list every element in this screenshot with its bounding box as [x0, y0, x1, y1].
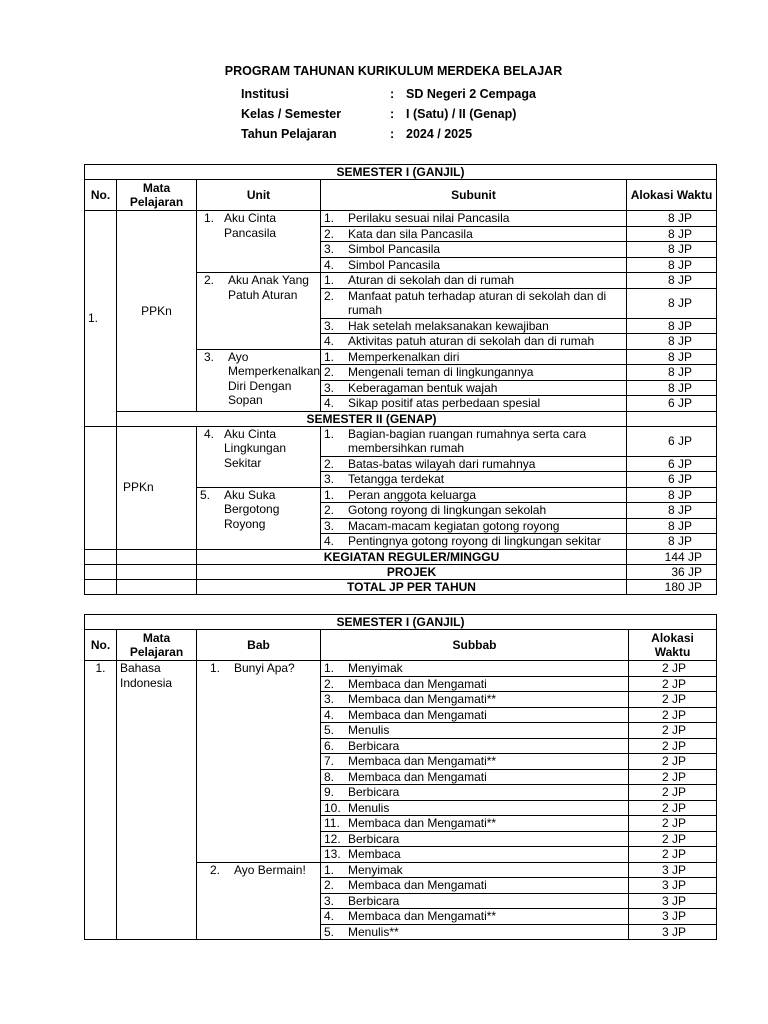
subbab-cell — [321, 847, 629, 863]
subbab-cell — [321, 800, 629, 816]
subunit-num: 3. — [324, 380, 335, 395]
subunit-num: 2. — [324, 288, 335, 303]
jp-cell: 8 JP — [627, 242, 717, 258]
table-ppkn — [84, 164, 717, 595]
jp-cell: 8 JP — [627, 273, 717, 289]
subunit-num: 4. — [324, 334, 335, 348]
empty-cell — [117, 549, 197, 564]
summary-label: PROJEK — [197, 564, 627, 579]
jp-cell: 2 JP — [629, 847, 717, 863]
jp-cell: 2 JP — [629, 738, 717, 754]
mapel-bahasa-indonesia: Bahasa Indonesia — [117, 661, 197, 940]
subbab-num: 7. — [324, 754, 335, 768]
subunit-num: 4. — [324, 396, 335, 410]
col-alokasi: Alokasi Waktu — [629, 630, 717, 661]
subbab-text: Membaca dan Mengamati — [348, 676, 487, 691]
table-header-row — [85, 630, 717, 661]
table-row — [85, 426, 717, 456]
subbab-cell — [321, 723, 629, 739]
unit-name: Aku Cinta Lingkungan Sekitar — [224, 426, 287, 470]
subunit-num: 2. — [324, 365, 335, 379]
col-bab: Bab — [197, 630, 321, 661]
jp-cell: 8 JP — [627, 380, 717, 396]
subbab-text: Membaca dan Mengamati** — [348, 692, 497, 706]
subbab-num: 13. — [324, 847, 341, 861]
meta-colon: : — [390, 107, 395, 121]
meta-colon: : — [390, 127, 395, 141]
jp-cell: 3 JP — [629, 909, 717, 925]
subbab-text: Menulis — [348, 723, 390, 737]
subbab-text: Berbicara — [348, 738, 400, 753]
meta-key: Institusi — [241, 87, 289, 101]
subunit-num: 3. — [324, 242, 335, 256]
subbab-num: 2. — [324, 676, 335, 691]
summary-label: TOTAL JP PER TAHUN — [197, 579, 627, 594]
bab-name: Bunyi Apa? — [234, 661, 295, 675]
table-row — [85, 211, 717, 227]
unit-cell — [197, 273, 321, 350]
subbab-text: Menyimak — [348, 862, 403, 877]
subunit-cell — [321, 487, 627, 503]
subbab-cell — [321, 924, 629, 940]
meta-key: Kelas / Semester — [241, 107, 342, 121]
subunit-text: Batas-batas wilayah dari rumahnya — [348, 456, 536, 471]
document-meta — [241, 84, 536, 144]
subunit-text: Sikap positif atas perbedaan spesial — [348, 396, 541, 410]
unit-name: Aku Cinta Pancasila — [224, 211, 277, 240]
subunit-cell — [321, 242, 627, 258]
jp-cell: 6 JP — [627, 472, 717, 488]
subunit-text: Pentingnya gotong royong di lingkungan sekitar — [348, 534, 601, 548]
subunit-cell — [321, 257, 627, 273]
jp-cell: 6 JP — [627, 456, 717, 472]
meta-value: I (Satu) / II (Genap) — [406, 107, 517, 121]
subunit-text: Macam-macam kegiatan gotong royong — [348, 518, 560, 533]
subunit-text: Peran anggota keluarga — [348, 487, 477, 502]
jp-cell: 8 JP — [627, 318, 717, 334]
subbab-text: Menulis** — [348, 924, 399, 939]
subunit-text: Tetangga terdekat — [348, 472, 445, 486]
subunit-cell — [321, 211, 627, 227]
bab-cell — [197, 661, 321, 863]
summary-label: KEGIATAN REGULER/MINGGU — [197, 549, 627, 564]
col-subbab: Subbab — [321, 630, 629, 661]
subunit-num: 2. — [324, 456, 335, 471]
mapel-ppkn-1: PPKn — [117, 211, 197, 412]
jp-cell: 3 JP — [629, 893, 717, 909]
subbab-cell — [321, 862, 629, 878]
subunit-text: Keberagaman bentuk wajah — [348, 380, 498, 395]
jp-cell: 8 JP — [627, 503, 717, 519]
document-title: PROGRAM TAHUNAN KURIKULUM MERDEKA BELAJAR — [224, 64, 563, 78]
subbab-num: 4. — [324, 909, 335, 923]
subbab-cell — [321, 754, 629, 770]
subunit-num: 3. — [324, 518, 335, 533]
subunit-cell — [321, 534, 627, 550]
subbab-text: Menyimak — [348, 661, 403, 675]
subbab-text: Berbicara — [348, 831, 400, 846]
subunit-cell — [321, 380, 627, 396]
jp-cell: 8 JP — [627, 226, 717, 242]
empty-cell — [117, 579, 197, 594]
subbab-num: 1. — [324, 862, 335, 877]
subbab-cell — [321, 738, 629, 754]
table-header-row — [85, 180, 717, 211]
row-no: 1. — [85, 211, 117, 427]
jp-cell: 6 JP — [627, 396, 717, 412]
subbab-text: Menulis — [348, 800, 390, 815]
subbab-cell — [321, 692, 629, 708]
summary-row — [85, 579, 717, 594]
summary-jp: 144 JP — [627, 549, 717, 564]
table-row — [85, 661, 717, 677]
bab-cell — [197, 862, 321, 940]
subbab-text: Membaca — [348, 847, 401, 861]
empty-cell — [85, 579, 117, 594]
unit-num: 5. — [200, 487, 211, 502]
subbab-num: 5. — [324, 924, 335, 939]
empty-cell — [117, 564, 197, 579]
subbab-text: Membaca dan Mengamati** — [348, 909, 497, 923]
subbab-num: 1. — [324, 661, 335, 675]
subbab-cell — [321, 661, 629, 677]
subbab-cell — [321, 816, 629, 832]
jp-cell: 8 JP — [627, 334, 717, 350]
jp-cell: 2 JP — [629, 723, 717, 739]
meta-tahun — [241, 124, 536, 144]
subunit-cell — [321, 396, 627, 412]
subbab-cell — [321, 878, 629, 894]
meta-value: 2024 / 2025 — [406, 127, 473, 141]
subunit-text: Hak setelah melaksanakan kewajiban — [348, 318, 549, 333]
subbab-text: Membaca dan Mengamati** — [348, 754, 497, 768]
subbab-num: 5. — [324, 723, 335, 737]
subunit-cell — [321, 518, 627, 534]
subbab-cell — [321, 909, 629, 925]
unit-cell — [197, 211, 321, 273]
col-no: No. — [85, 630, 117, 661]
subbab-num: 11. — [324, 816, 340, 830]
subunit-text: Simbol Pancasila — [348, 242, 441, 256]
jp-cell: 3 JP — [629, 878, 717, 894]
jp-cell: 2 JP — [629, 769, 717, 785]
unit-num: 4. — [204, 426, 215, 441]
jp-cell: 2 JP — [629, 831, 717, 847]
subunit-num: 2. — [324, 503, 335, 517]
subbab-cell — [321, 676, 629, 692]
col-no: No. — [85, 180, 117, 211]
jp-cell: 2 JP — [629, 661, 717, 677]
bab-num: 1. — [210, 661, 221, 675]
subbab-num: 9. — [324, 785, 335, 799]
empty-cell — [85, 564, 117, 579]
subunit-text: Gotong royong di lingkungan sekolah — [348, 503, 547, 517]
subbab-text: Membaca dan Mengamati** — [348, 816, 497, 830]
subbab-num: 3. — [324, 893, 335, 908]
jp-cell: 2 JP — [629, 785, 717, 801]
unit-name: Aku Anak Yang Patuh Aturan — [228, 273, 309, 302]
subbab-text: Berbicara — [348, 893, 400, 908]
empty-cell — [85, 426, 117, 549]
subunit-num: 1. — [324, 273, 335, 287]
subbab-num: 4. — [324, 707, 335, 722]
jp-cell: 6 JP — [627, 426, 717, 456]
meta-colon: : — [390, 87, 395, 101]
unit-cell — [197, 426, 321, 487]
subbab-cell — [321, 707, 629, 723]
jp-cell: 8 JP — [627, 534, 717, 550]
col-alokasi: Alokasi Waktu — [627, 180, 717, 211]
semester-row — [85, 411, 717, 426]
unit-cell — [197, 349, 321, 411]
summary-row — [85, 549, 717, 564]
jp-cell: 8 JP — [627, 349, 717, 365]
subunit-text: Aturan di sekolah dan di rumah — [348, 273, 515, 287]
subbab-cell — [321, 769, 629, 785]
meta-value: SD Negeri 2 Cempaga — [406, 87, 536, 101]
summary-jp: 36 JP — [627, 564, 717, 579]
subunit-cell — [321, 426, 627, 456]
unit-num: 3. — [204, 349, 215, 364]
subunit-num: 1. — [324, 349, 335, 364]
subunit-cell — [321, 365, 627, 381]
unit-name: Aku Suka Bergotong Royong — [224, 487, 280, 531]
subunit-cell — [321, 472, 627, 488]
subunit-cell — [321, 273, 627, 289]
mapel-ppkn-2: PPKn — [117, 426, 197, 549]
subbab-num: 3. — [324, 692, 335, 706]
subbab-num: 10. — [324, 800, 341, 815]
jp-cell: 3 JP — [629, 862, 717, 878]
subunit-num: 1. — [324, 211, 335, 225]
jp-cell: 2 JP — [629, 754, 717, 770]
subunit-num: 3. — [324, 472, 335, 486]
meta-institusi — [241, 84, 536, 104]
subbab-cell — [321, 785, 629, 801]
subbab-text: Membaca dan Mengamati — [348, 878, 487, 892]
summary-jp: 180 JP — [627, 579, 717, 594]
col-mapel: Mata Pelajaran — [117, 630, 197, 661]
semester-1-label: SEMESTER I (GANJIL) — [85, 615, 717, 630]
bab-num: 2. — [210, 862, 221, 877]
subunit-cell — [321, 226, 627, 242]
semester-row — [85, 165, 717, 180]
subbab-num: 6. — [324, 738, 335, 753]
subunit-num: 1. — [324, 426, 335, 441]
subunit-text: Perilaku sesuai nilai Pancasila — [348, 211, 510, 225]
subunit-num: 1. — [324, 487, 335, 502]
meta-kelas — [241, 104, 536, 124]
subunit-text: Aktivitas patuh aturan di sekolah dan di rumah — [348, 334, 595, 348]
jp-cell: 8 JP — [627, 211, 717, 227]
subunit-num: 2. — [324, 226, 335, 241]
jp-cell: 2 JP — [629, 816, 717, 832]
subunit-text: Memperkenalkan diri — [348, 349, 460, 364]
empty-cell — [85, 549, 117, 564]
subbab-text: Membaca dan Mengamati — [348, 707, 487, 722]
row-no: 1. — [85, 661, 117, 940]
jp-cell: 8 JP — [627, 365, 717, 381]
table-bahasa-indonesia — [84, 614, 717, 940]
meta-key: Tahun Pelajaran — [241, 127, 337, 141]
jp-cell: 2 JP — [629, 692, 717, 708]
jp-cell: 8 JP — [627, 257, 717, 273]
bab-name: Ayo Bermain! — [234, 862, 306, 877]
subunit-text: Kata dan sila Pancasila — [348, 226, 473, 241]
subunit-cell — [321, 288, 627, 318]
subunit-text: Mengenali teman di lingkungannya — [348, 365, 534, 379]
subbab-cell — [321, 831, 629, 847]
semester-2-label: SEMESTER II (GENAP) — [117, 411, 627, 426]
jp-cell: 2 JP — [629, 707, 717, 723]
subbab-num: 8. — [324, 769, 335, 784]
jp-cell: 8 JP — [627, 288, 717, 318]
semester-1-label: SEMESTER I (GANJIL) — [85, 165, 717, 180]
subunit-num: 4. — [324, 257, 335, 272]
unit-num: 1. — [204, 211, 215, 225]
summary-row — [85, 564, 717, 579]
subunit-cell — [321, 318, 627, 334]
col-subunit: Subunit — [321, 180, 627, 211]
jp-cell: 2 JP — [629, 676, 717, 692]
unit-name: Ayo Memperkenalkan Diri Dengan Sopan — [228, 349, 321, 407]
col-unit: Unit — [197, 180, 321, 211]
semester-row — [85, 615, 717, 630]
unit-num: 2. — [204, 273, 215, 287]
col-mapel: Mata Pelajaran — [117, 180, 197, 211]
subbab-text: Berbicara — [348, 785, 400, 799]
subunit-text: Manfaat patuh terhadap aturan di sekolah dan di rumah — [348, 288, 607, 317]
subbab-cell — [321, 893, 629, 909]
jp-cell: 8 JP — [627, 518, 717, 534]
subunit-cell — [321, 456, 627, 472]
subunit-text: Bagian-bagian ruangan rumahnya serta cara membersihkan rumah — [348, 426, 587, 455]
subunit-num: 3. — [324, 318, 335, 333]
jp-cell: 2 JP — [629, 800, 717, 816]
subbab-text: Membaca dan Mengamati — [348, 769, 487, 784]
subunit-cell — [321, 503, 627, 519]
jp-cell: 8 JP — [627, 487, 717, 503]
subbab-num: 2. — [324, 878, 335, 892]
subbab-num: 12. — [324, 831, 341, 846]
subunit-cell — [321, 349, 627, 365]
subunit-cell — [321, 334, 627, 350]
subunit-num: 4. — [324, 534, 335, 548]
jp-cell: 3 JP — [629, 924, 717, 940]
unit-cell — [197, 487, 321, 549]
subunit-text: Simbol Pancasila — [348, 257, 441, 272]
empty-cell — [627, 411, 717, 426]
